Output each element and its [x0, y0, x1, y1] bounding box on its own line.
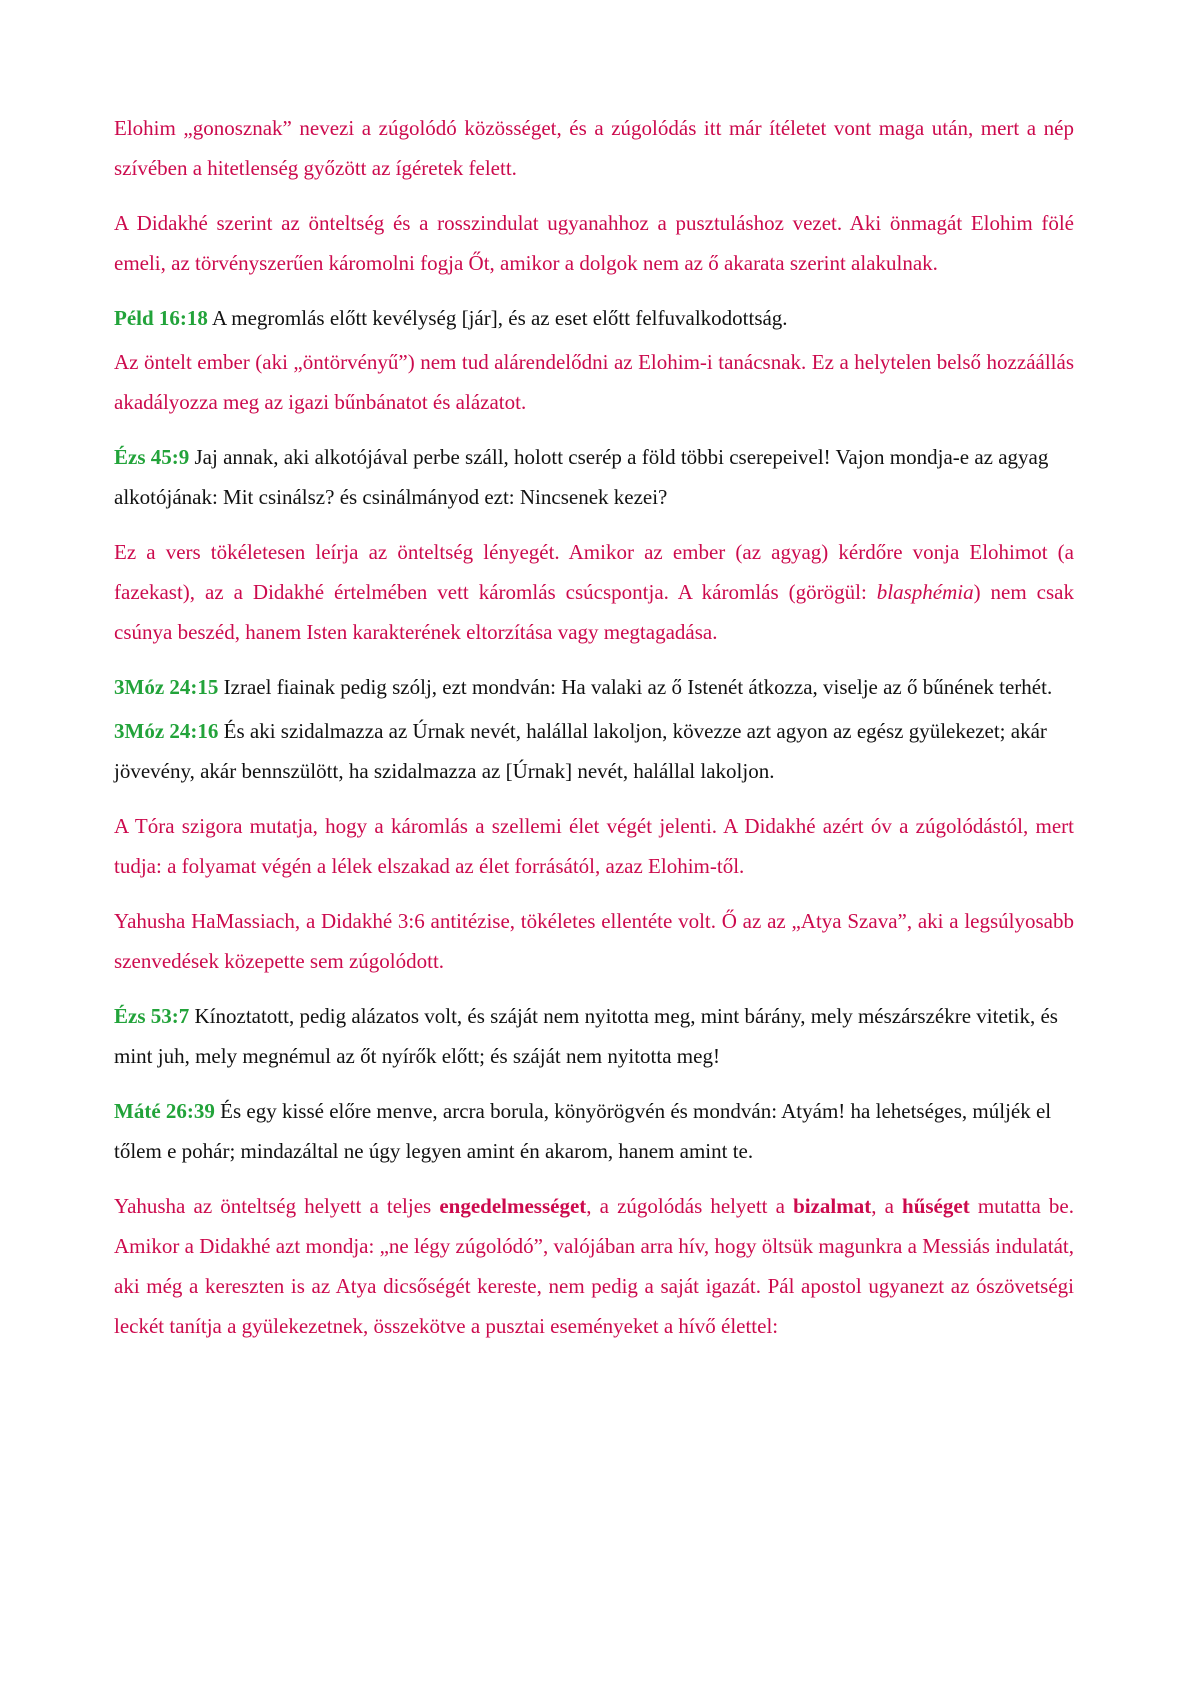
commentary-paragraph-6: Yahusha HaMassiach, a Didakhé 3:6 antitézise, tökéletes ellentéte volt. Ő az az „Atya Szava”, aki a legsúlyosabb szenvedések közepette sem zúgolódott. — [114, 909, 1074, 973]
verse-text: A megromlás előtt kevélység [jár], és az eset előtt felfuvalkodottság. — [207, 306, 788, 330]
verse-reference: 3Móz 24:15 — [114, 675, 219, 699]
verse-text: Izrael fiainak pedig szólj, ezt mondván: Ha valaki az ő Istenét átkozza, viselje az ő bűnének terhét. — [218, 675, 1053, 699]
verse-ezs-45-9 — [114, 437, 1074, 517]
commentary-paragraph-1: Elohim „gonosznak” nevezi a zúgolódó közösséget, és a zúgolódás itt már ítéletet vont maga után, mert a nép szívében a hitetlenség győzött az ígéretek felett. — [114, 116, 1074, 180]
document-page — [114, 108, 1074, 1346]
verse-text: Kínoztatott, pedig alázatos volt, és száját nem nyitotta meg, mint bárány, mely mészárszékre vitetik, és mint juh, mely megnémul az őt nyírők előtt; és száját nem nyitotta meg! — [114, 1004, 1058, 1068]
bold-term: bizalmat — [793, 1194, 872, 1218]
verse-ezs-53-7 — [114, 996, 1074, 1076]
commentary-paragraph-2: A Didakhé szerint az önteltség és a rosszindulat ugyanahhoz a pusztuláshoz vezet. Aki önmagát Elohim fölé emeli, az törvényszerűen káromolni fogja Őt, amikor a dolgok nem az ő akarata szerint alakulnak. — [114, 211, 1074, 275]
verse-mate-26-39 — [114, 1091, 1074, 1171]
verse-pld-16-18 — [114, 298, 1074, 338]
verse-reference: Ézs 45:9 — [114, 445, 190, 469]
bold-term: engedelmességet — [439, 1194, 587, 1218]
verse-3moz-24-16 — [114, 711, 1074, 791]
verse-reference: 3Móz 24:16 — [114, 719, 219, 743]
verse-reference: Máté 26:39 — [114, 1099, 215, 1123]
verse-3moz-24-15 — [114, 667, 1074, 707]
verse-text: És aki szidalmazza az Úrnak nevét, halállal lakoljon, kövezze azt agyon az egész gyülekezet; akár jövevény, akár bennszülött, ha szidalmazza az [Úrnak] nevét, halállal lakoljon. — [114, 719, 1047, 783]
text-run: Ez a vers tökéletesen leírja az önteltség lényegét. Amikor az ember (az agyag) kérdőre vonja Elohimot (a fazekast), az a Didakhé értelmében vett káromlás csúcspontja. A káromlás (görögül: — [114, 540, 1074, 604]
commentary-paragraph-3: Az öntelt ember (aki „öntörvényű”) nem tud alárendelődni az Elohim-i tanácsnak. Ez a helytelen belső hozzáállás akadályozza meg az igazi bűnbánatot és alázatot. — [114, 350, 1074, 414]
commentary-paragraph-5: A Tóra szigora mutatja, hogy a káromlás a szellemi élet végét jelenti. A Didakhé azért óv a zúgolódástól, mert tudja: a folyamat végén a lélek elszakad az élet forrásától, azaz Elohim-től. — [114, 814, 1074, 878]
text-run: mutatta be. Amikor a Didakhé azt mondja: „ne légy zúgolódó”, valójában arra hív, hogy öltsük magunkra a Messiás indulatát, aki még a kereszten is az Atya dicsőségét kereste, nem pedig a saját igazát. Pál apostol ugyanezt az ószövetségi leckét tanítja a gyülekezetnek, összekötve a pusztai eseményeket a hívő élettel: — [114, 1194, 1074, 1338]
text-run: , a zúgolódás helyett a — [586, 1194, 794, 1218]
commentary-paragraph-7 — [114, 1186, 1074, 1346]
bold-term: hűséget — [902, 1194, 970, 1218]
commentary-paragraph-4 — [114, 532, 1074, 652]
text-run: , a — [871, 1194, 903, 1218]
verse-text: És egy kissé előre menve, arcra borula, könyörögvén és mondván: Atyám! ha lehetséges, múljék el tőlem e pohár; mindazáltal ne úgy legyen amint én akarom, hanem amint te. — [114, 1099, 1052, 1163]
text-run: ) nem csak csúnya beszéd, hanem Isten karakterének eltorzítása vagy megtagadása. — [114, 580, 1074, 644]
verse-text: Jaj annak, aki alkotójával perbe száll, holott cserép a föld többi cserepeivel! Vajon mondja-e az agyag alkotójának: Mit csinálsz? és csinálmányod ezt: Nincsenek kezei? — [114, 445, 1049, 509]
italic-term: blasphémia — [876, 580, 974, 604]
verse-reference: Péld 16:18 — [114, 306, 208, 330]
verse-reference: Ézs 53:7 — [114, 1004, 190, 1028]
text-run: Yahusha az önteltség helyett a teljes — [114, 1194, 440, 1218]
